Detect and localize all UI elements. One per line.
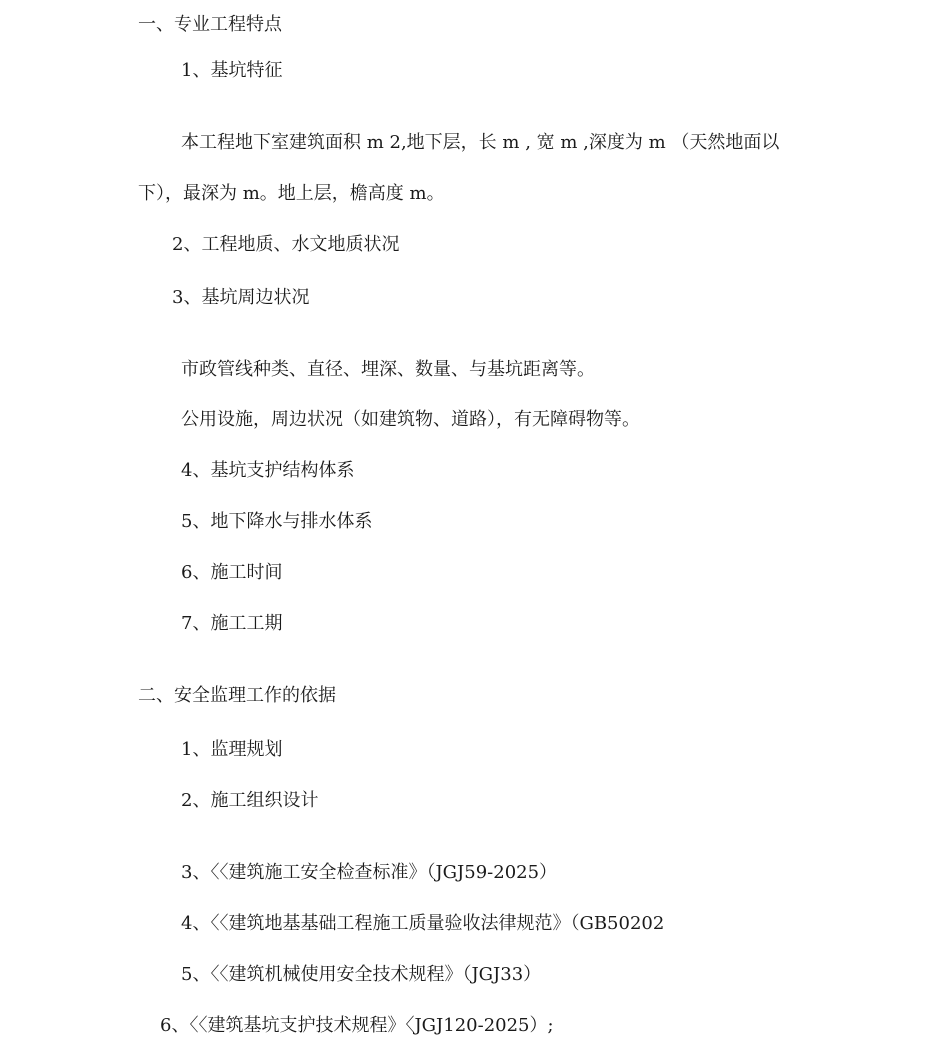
paragraph-3-line-1: 市政管线种类、直径、埋深、数量、与基坑距离等。 <box>181 359 595 380</box>
item-1-3: 3、基坑周边状况 <box>172 287 310 308</box>
item-2-2: 2、施工组织设计 <box>181 790 319 811</box>
item-1-5: 5、地下降水与排水体系 <box>181 511 373 532</box>
item-1-6: 6、施工时间 <box>181 562 283 583</box>
item-2-3: 3、〈〈建筑施工安全检查标准》（JGJ59-2025） <box>181 862 558 883</box>
paragraph-3-line-2: 公用设施，周边状况（如建筑物、道路），有无障碍物等。 <box>181 409 640 430</box>
item-2-5: 5、〈〈建筑机械使用安全技术规程》（JGJ33） <box>181 964 542 985</box>
paragraph-1-line-2: 下），最深为 m。地上层，檐高度 m。 <box>138 183 445 204</box>
item-2-6: 6、〈〈建筑基坑支护技术规程》〈JGJ120-2025）; <box>160 1015 554 1036</box>
paragraph-1-line-1: 本工程地下室建筑面积 m 2,地下层，长 m , 宽 m ,深度为 m （天然地面以 <box>181 132 780 153</box>
item-1-2: 2、工程地质、水文地质状况 <box>172 234 400 255</box>
section-2-heading: 二、安全监理工作的依据 <box>138 685 336 706</box>
item-1-7: 7、施工工期 <box>181 613 283 634</box>
item-2-4: 4、〈〈建筑地基基础工程施工质量验收法律规范》（GB50202 <box>181 913 665 934</box>
section-1-heading: 一、专业工程特点 <box>138 14 282 35</box>
item-1-1: 1、基坑特征 <box>181 60 283 81</box>
item-2-1: 1、监理规划 <box>181 739 283 760</box>
item-1-4: 4、基坑支护结构体系 <box>181 460 355 481</box>
